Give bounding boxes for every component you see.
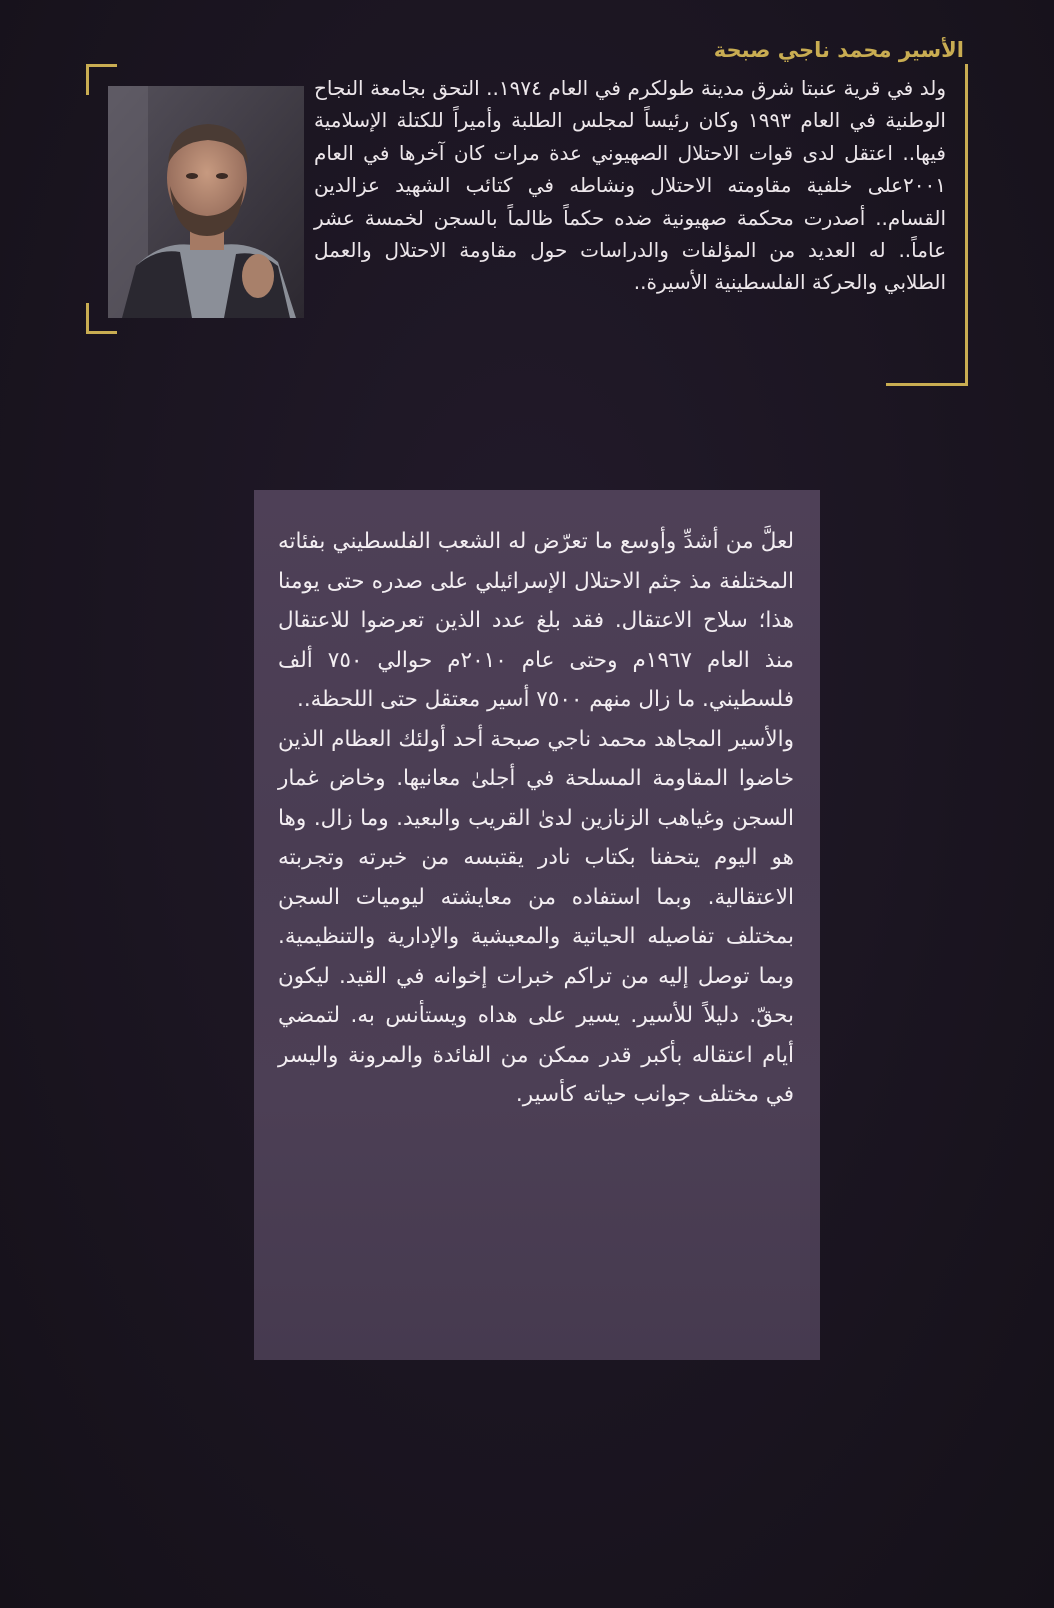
blurb-paragraph-2: والأسير المجاهد محمد ناجي صبحة أحد أولئك العظام الذين خاضوا المقاومة المسلحة في أجلىٰ معانيها. وخاض غمار السجن وغياهب الزنازين لدىٰ القريب والبعيد. وما زال. وها هو اليوم يتحفنا بكتاب نادر يقتبسه من خبرته وتجربته الاعتقالية. وبما استفاده من معايشته ليوميات السجن بمختلف تفاصيله الحياتية والمعيشية والإدارية والتنظيمية. وبما توصل إليه من تراكم خبرات إخوانه في القيد. ليكون بحقّ. دليلاً للأسير. يسير على هداه ويستأنس به. لتمضي أيام اعتقاله بأكبر قدر ممكن من الفائدة والمرونة واليسر في مختلف جوانب حياته كأسير.: [278, 726, 794, 1107]
blurb-panel: [254, 490, 820, 1360]
author-portrait-icon: [108, 86, 304, 318]
blurb-text: [278, 522, 794, 1115]
blurb-paragraph-1: لعلَّ من أشدِّ وأوسع ما تعرّض له الشعب الفلسطيني بفئاته المختلفة مذ جثم الاحتلال الإسرائيلي على صدره حتى يومنا هذا؛ سلاح الاعتقال. فقد بلغ عدد الذين تعرضوا للاعتقال منذ العام ١٩٦٧م وحتى عام ٢٠١٠م حوالي ٧٥٠ ألف فلسطيني. ما زال منهم ٧٥٠٠ أسير معتقل حتى اللحظة..: [278, 529, 794, 712]
author-name: الأسير محمد ناجي صبحة: [713, 38, 964, 62]
author-photo: [108, 86, 304, 318]
author-bio: ولد في قرية عنبتا شرق مدينة طولكرم في العام ١٩٧٤.. التحق بجامعة النجاح الوطنية في العام ١٩٩٣ وكان رئيساً لمجلس الطلبة وأميراً للكتلة الإسلامية فيها.. اعتقل لدى قوات الاحتلال الصهيوني عدة مرات كان آخرها في العام ٢٠٠١على خلفية مقاومته الاحتلال ونشاطه في كتائب الشهيد عزالدين القسام.. أصدرت محكمة صهيونية ضده حكماً ظالماً بالسجن لخمسة عشر عاماً.. له العديد من المؤلفات والدراسات حول مقاومة الاحتلال والعمل الطلابي والحركة الفلسطينية الأسيرة..: [314, 76, 946, 295]
frame-corner-bottom-right: [886, 383, 968, 386]
frame-bar-right: [965, 64, 968, 386]
